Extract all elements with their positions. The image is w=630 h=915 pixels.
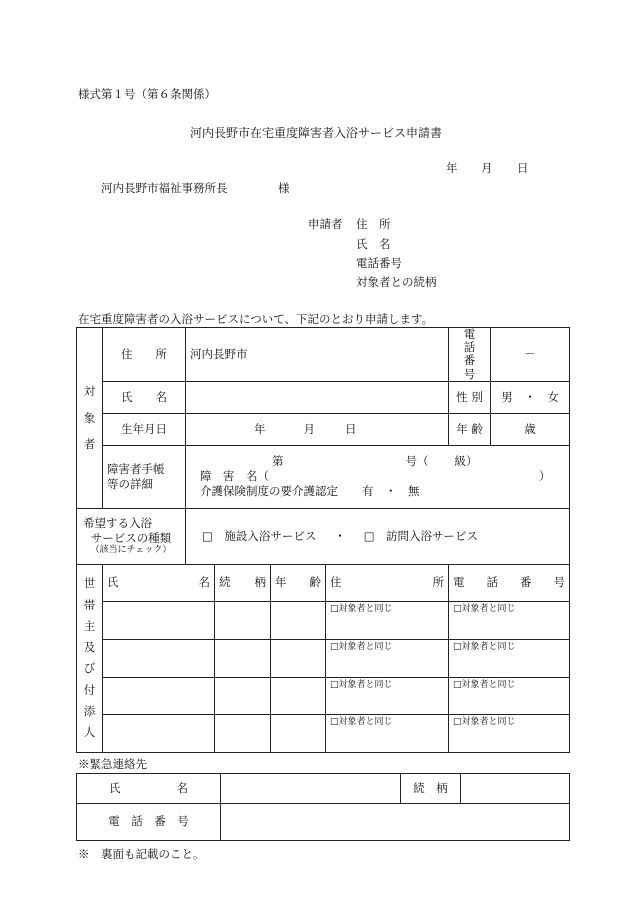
applicant-address-label: 住 所	[356, 217, 391, 231]
household-name-cell[interactable]	[103, 639, 215, 677]
applicant-label: 申請者	[308, 217, 343, 231]
option-facility-bath[interactable]: □ 施設入浴サービス	[202, 528, 317, 543]
emergency-table	[76, 773, 570, 841]
col-header-phone: 電 話 番 号	[449, 564, 570, 601]
household-address-cell[interactable]: □対象者と同じ	[326, 714, 449, 752]
applicant-relation-label: 対象者との続柄	[356, 275, 437, 289]
col-header-age: 年 齢	[271, 564, 326, 601]
household-phone-cell[interactable]: □対象者と同じ	[449, 714, 570, 752]
emergency-phone-label: 電 話 番 号	[77, 804, 221, 841]
subject-group-label: 対 象 者	[77, 328, 103, 509]
table-row	[77, 601, 570, 639]
household-phone-cell[interactable]: □対象者と同じ	[449, 601, 570, 639]
household-age-cell[interactable]	[271, 639, 326, 677]
dob-year: 年	[254, 421, 266, 436]
addressee: 河内長野市福祉事務所長	[101, 181, 228, 195]
subject-dob-label: 生年月日	[103, 413, 186, 445]
table-row	[77, 714, 570, 752]
household-age-cell[interactable]	[271, 601, 326, 639]
option-visiting-bath[interactable]: □ 訪問入浴サービス	[363, 528, 479, 543]
handbook-details-field[interactable]: 第 号（ 級） 障 害 名（ ） 介護保険制度の要介護認定 有 ・ 無	[186, 445, 570, 508]
subject-dob-field[interactable]	[186, 413, 449, 445]
household-phone-cell[interactable]: □対象者と同じ	[449, 639, 570, 677]
emergency-name-label: 氏 名	[77, 774, 221, 804]
subject-sex-label: 性 別	[449, 381, 491, 413]
household-relation-cell[interactable]	[215, 639, 271, 677]
col-header-name: 氏 名	[103, 564, 215, 601]
household-relation-cell[interactable]	[215, 677, 271, 714]
col-header-address: 住 所	[326, 564, 449, 601]
household-phone-cell[interactable]: □対象者と同じ	[449, 677, 570, 714]
subject-address-field[interactable]: 河内長野市	[186, 328, 449, 382]
service-type-options: □ 施設入浴サービス ・ □ 訪問入浴サービス	[186, 508, 570, 564]
household-relation-cell[interactable]	[215, 714, 271, 752]
col-header-relation: 続 柄	[215, 564, 271, 601]
subject-address-label: 住 所	[103, 328, 186, 382]
emergency-relation-label: 続 柄	[401, 774, 461, 804]
date-year: 年	[446, 161, 458, 175]
household-age-cell[interactable]	[271, 714, 326, 752]
subject-phone-label: 電 話 番 号	[449, 328, 491, 382]
emergency-relation-field[interactable]	[461, 774, 570, 804]
applicant-name-label: 氏 名	[356, 237, 391, 251]
handbook-label: 障害者手帳 等の詳細	[103, 445, 186, 508]
household-name-cell[interactable]	[103, 677, 215, 714]
table-row	[77, 677, 570, 714]
subject-age-label: 年 齢	[449, 413, 491, 445]
service-type-label: 希望する入浴 サービスの種類 （該当にチェック）	[77, 508, 186, 564]
dob-month: 月	[303, 421, 315, 436]
household-name-cell[interactable]	[103, 714, 215, 752]
date-month: 月	[481, 161, 493, 175]
footer-note: ※ 裏面も記載のこと。	[78, 847, 205, 861]
emergency-name-field[interactable]	[221, 774, 401, 804]
subject-name-field[interactable]	[186, 381, 449, 413]
subject-name-label: 氏 名	[103, 381, 186, 413]
subject-sex-field[interactable]: 男 ・ 女	[491, 381, 570, 413]
household-address-cell[interactable]: □対象者と同じ	[326, 639, 449, 677]
intro-text: 在宅重度障害者の入浴サービスについて、下記のとおり申請します。	[78, 312, 434, 326]
form-number: 様式第１号（第６条関係）	[78, 87, 216, 101]
applicant-phone-label: 電話番号	[356, 256, 402, 270]
household-address-cell[interactable]: □対象者と同じ	[326, 601, 449, 639]
dob-day: 日	[345, 421, 357, 436]
emergency-phone-field[interactable]	[221, 804, 570, 841]
emergency-heading: ※緊急連絡先	[78, 757, 147, 771]
main-form-table	[76, 327, 570, 753]
subject-phone-field[interactable]: －	[491, 328, 570, 382]
addressee-honorific: 様	[278, 181, 290, 195]
household-group-label: 世 帯 主 及 び 付 添 人	[77, 564, 103, 752]
household-address-cell[interactable]: □対象者と同じ	[326, 677, 449, 714]
page-title: 河内長野市在宅重度障害者入浴サービス申請書	[190, 126, 443, 140]
household-age-cell[interactable]	[271, 677, 326, 714]
table-row	[77, 639, 570, 677]
household-name-cell[interactable]	[103, 601, 215, 639]
date-day: 日	[517, 161, 529, 175]
household-relation-cell[interactable]	[215, 601, 271, 639]
subject-age-field[interactable]: 歳	[491, 413, 570, 445]
